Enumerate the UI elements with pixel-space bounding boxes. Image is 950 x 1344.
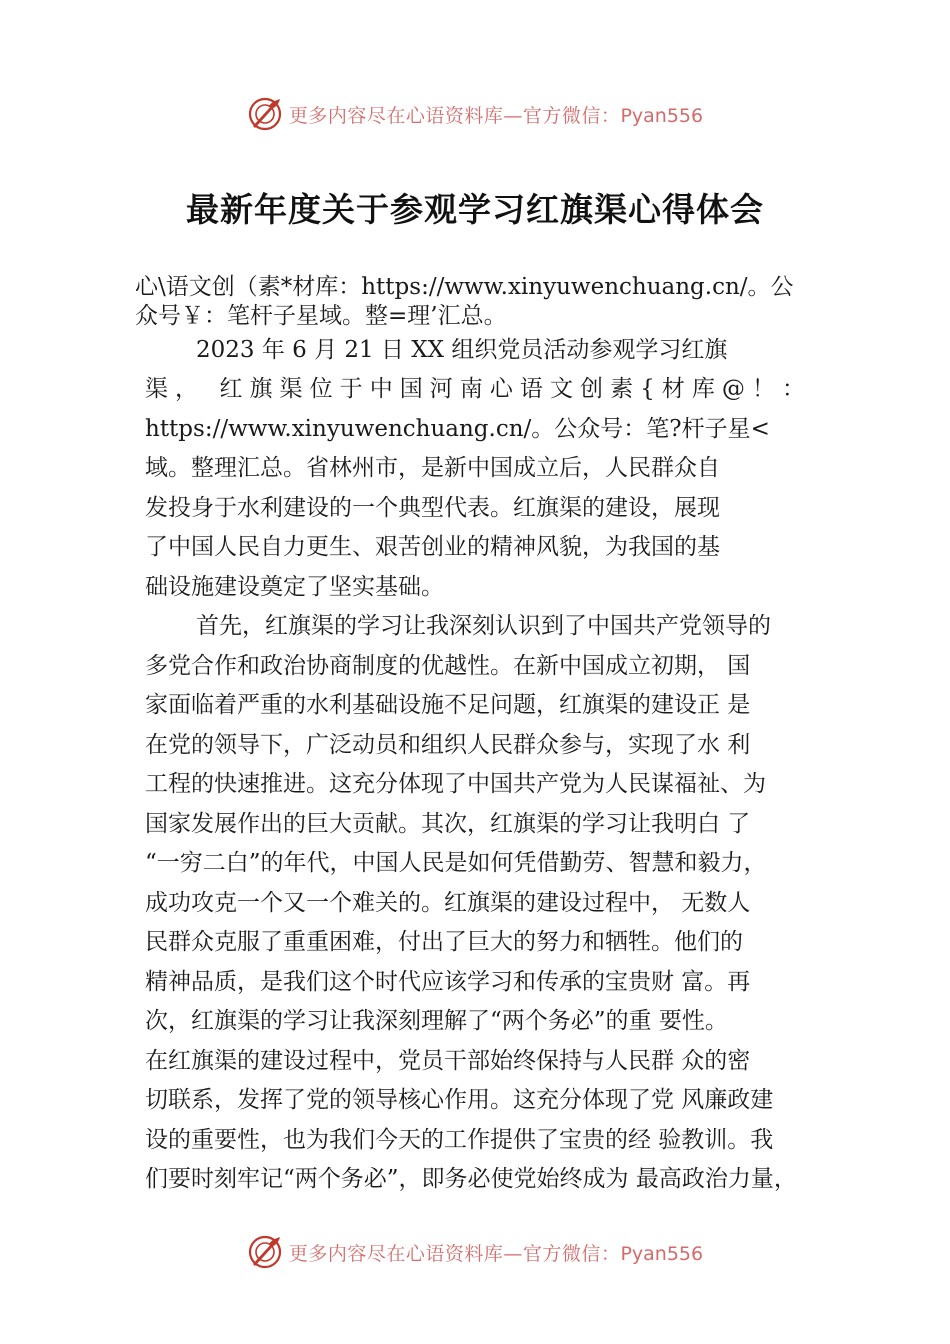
body-line: 成功攻克一个又一个难关的。红旗渠的建设过程中， 无数人 <box>145 890 751 916</box>
banner-text <box>289 1239 703 1266</box>
footer-banner <box>0 1232 950 1272</box>
body-line: 次，红旗渠的学习让我深刻理解了“两个务必”的重 要性。 <box>145 1008 728 1034</box>
body-line: 域。整理汇总。省林州市，是新中国成立后，人民群众自 <box>145 455 720 481</box>
banner-separator: —官方微信： <box>503 104 621 127</box>
banner-wechat-id: Pyan556 <box>620 104 704 127</box>
body-line: 多党合作和政治协商制度的优越性。在新中国成立初期， 国 <box>145 653 751 679</box>
quill-logo-icon <box>247 96 283 132</box>
banner-text <box>289 101 703 128</box>
banner-main-text: 更多内容尽在心语资料库 <box>288 104 504 127</box>
body-line: 首先，红旗渠的学习让我深刻认识到了中国共产党领导的 <box>196 613 771 639</box>
body-line: 精神品质，是我们这个时代应该学习和传承的宝贵财 富。再 <box>145 969 751 995</box>
body-line: 切联系，发挥了党的领导核心作用。这充分体现了党 风廉政建 <box>145 1087 774 1113</box>
body-line: 工程的快速推进。这充分体现了中国共产党为人民谋福祉、为 <box>145 771 766 797</box>
body-line: 2023 年 6 月 21 日 XX 组织党员活动参观学习红旗 <box>196 337 728 363</box>
banner-main-text: 更多内容尽在心语资料库 <box>288 1242 504 1265</box>
body-line: 在红旗渠的建设过程中，党员干部始终保持与人民群 众的密 <box>145 1048 751 1074</box>
body-line: https://www.xinyuwenchuang.cn/。公众号：笔?杆子星< <box>145 416 770 442</box>
body-line: 国家发展作出的巨大贡献。其次，红旗渠的学习让我明白 了 <box>145 811 751 837</box>
quill-logo-icon <box>247 1234 283 1270</box>
body-line: 础设施建设奠定了坚实基础。 <box>145 574 444 600</box>
body-line: 众号￥：笔杆子星域。整=理’汇总。 <box>135 303 507 329</box>
banner-wechat-id: Pyan556 <box>620 1242 704 1265</box>
document-title: 最新年度关于参观学习红旗渠心得体会 <box>186 190 764 229</box>
body-line: “一穷二白”的年代，中国人民是如何凭借勤劳、智慧和毅力， <box>145 850 767 876</box>
body-line: 了中国人民自力更生、艰苦创业的精神风貌，为我国的基 <box>145 534 720 560</box>
body-line: 们要时刻牢记“两个务必”，即务必使党始终成为 最高政治力量， <box>145 1166 797 1192</box>
body-line: 设的重要性，也为我们今天的工作提供了宝贵的经 验教训。我 <box>145 1127 774 1153</box>
body-line: 发投身于水利建设的一个典型代表。红旗渠的建设，展现 <box>145 495 720 521</box>
body-line: 家面临着严重的水利基础设施不足问题，红旗渠的建设正 是 <box>145 692 751 718</box>
header-banner <box>0 94 950 134</box>
body-line: 渠， 红旗渠位于中国河南心语文创素{材库@！： <box>145 376 805 402</box>
body-line: 心\语文创（素*材库：https://www.xinyuwenchuang.cn/。公 <box>135 274 794 300</box>
banner-separator: —官方微信： <box>503 1242 621 1265</box>
body-line: 民群众克服了重重困难，付出了巨大的努力和牺牲。他们的 <box>145 929 743 955</box>
body-line: 在党的领导下，广泛动员和组织人民群众参与，实现了水 利 <box>145 732 751 758</box>
